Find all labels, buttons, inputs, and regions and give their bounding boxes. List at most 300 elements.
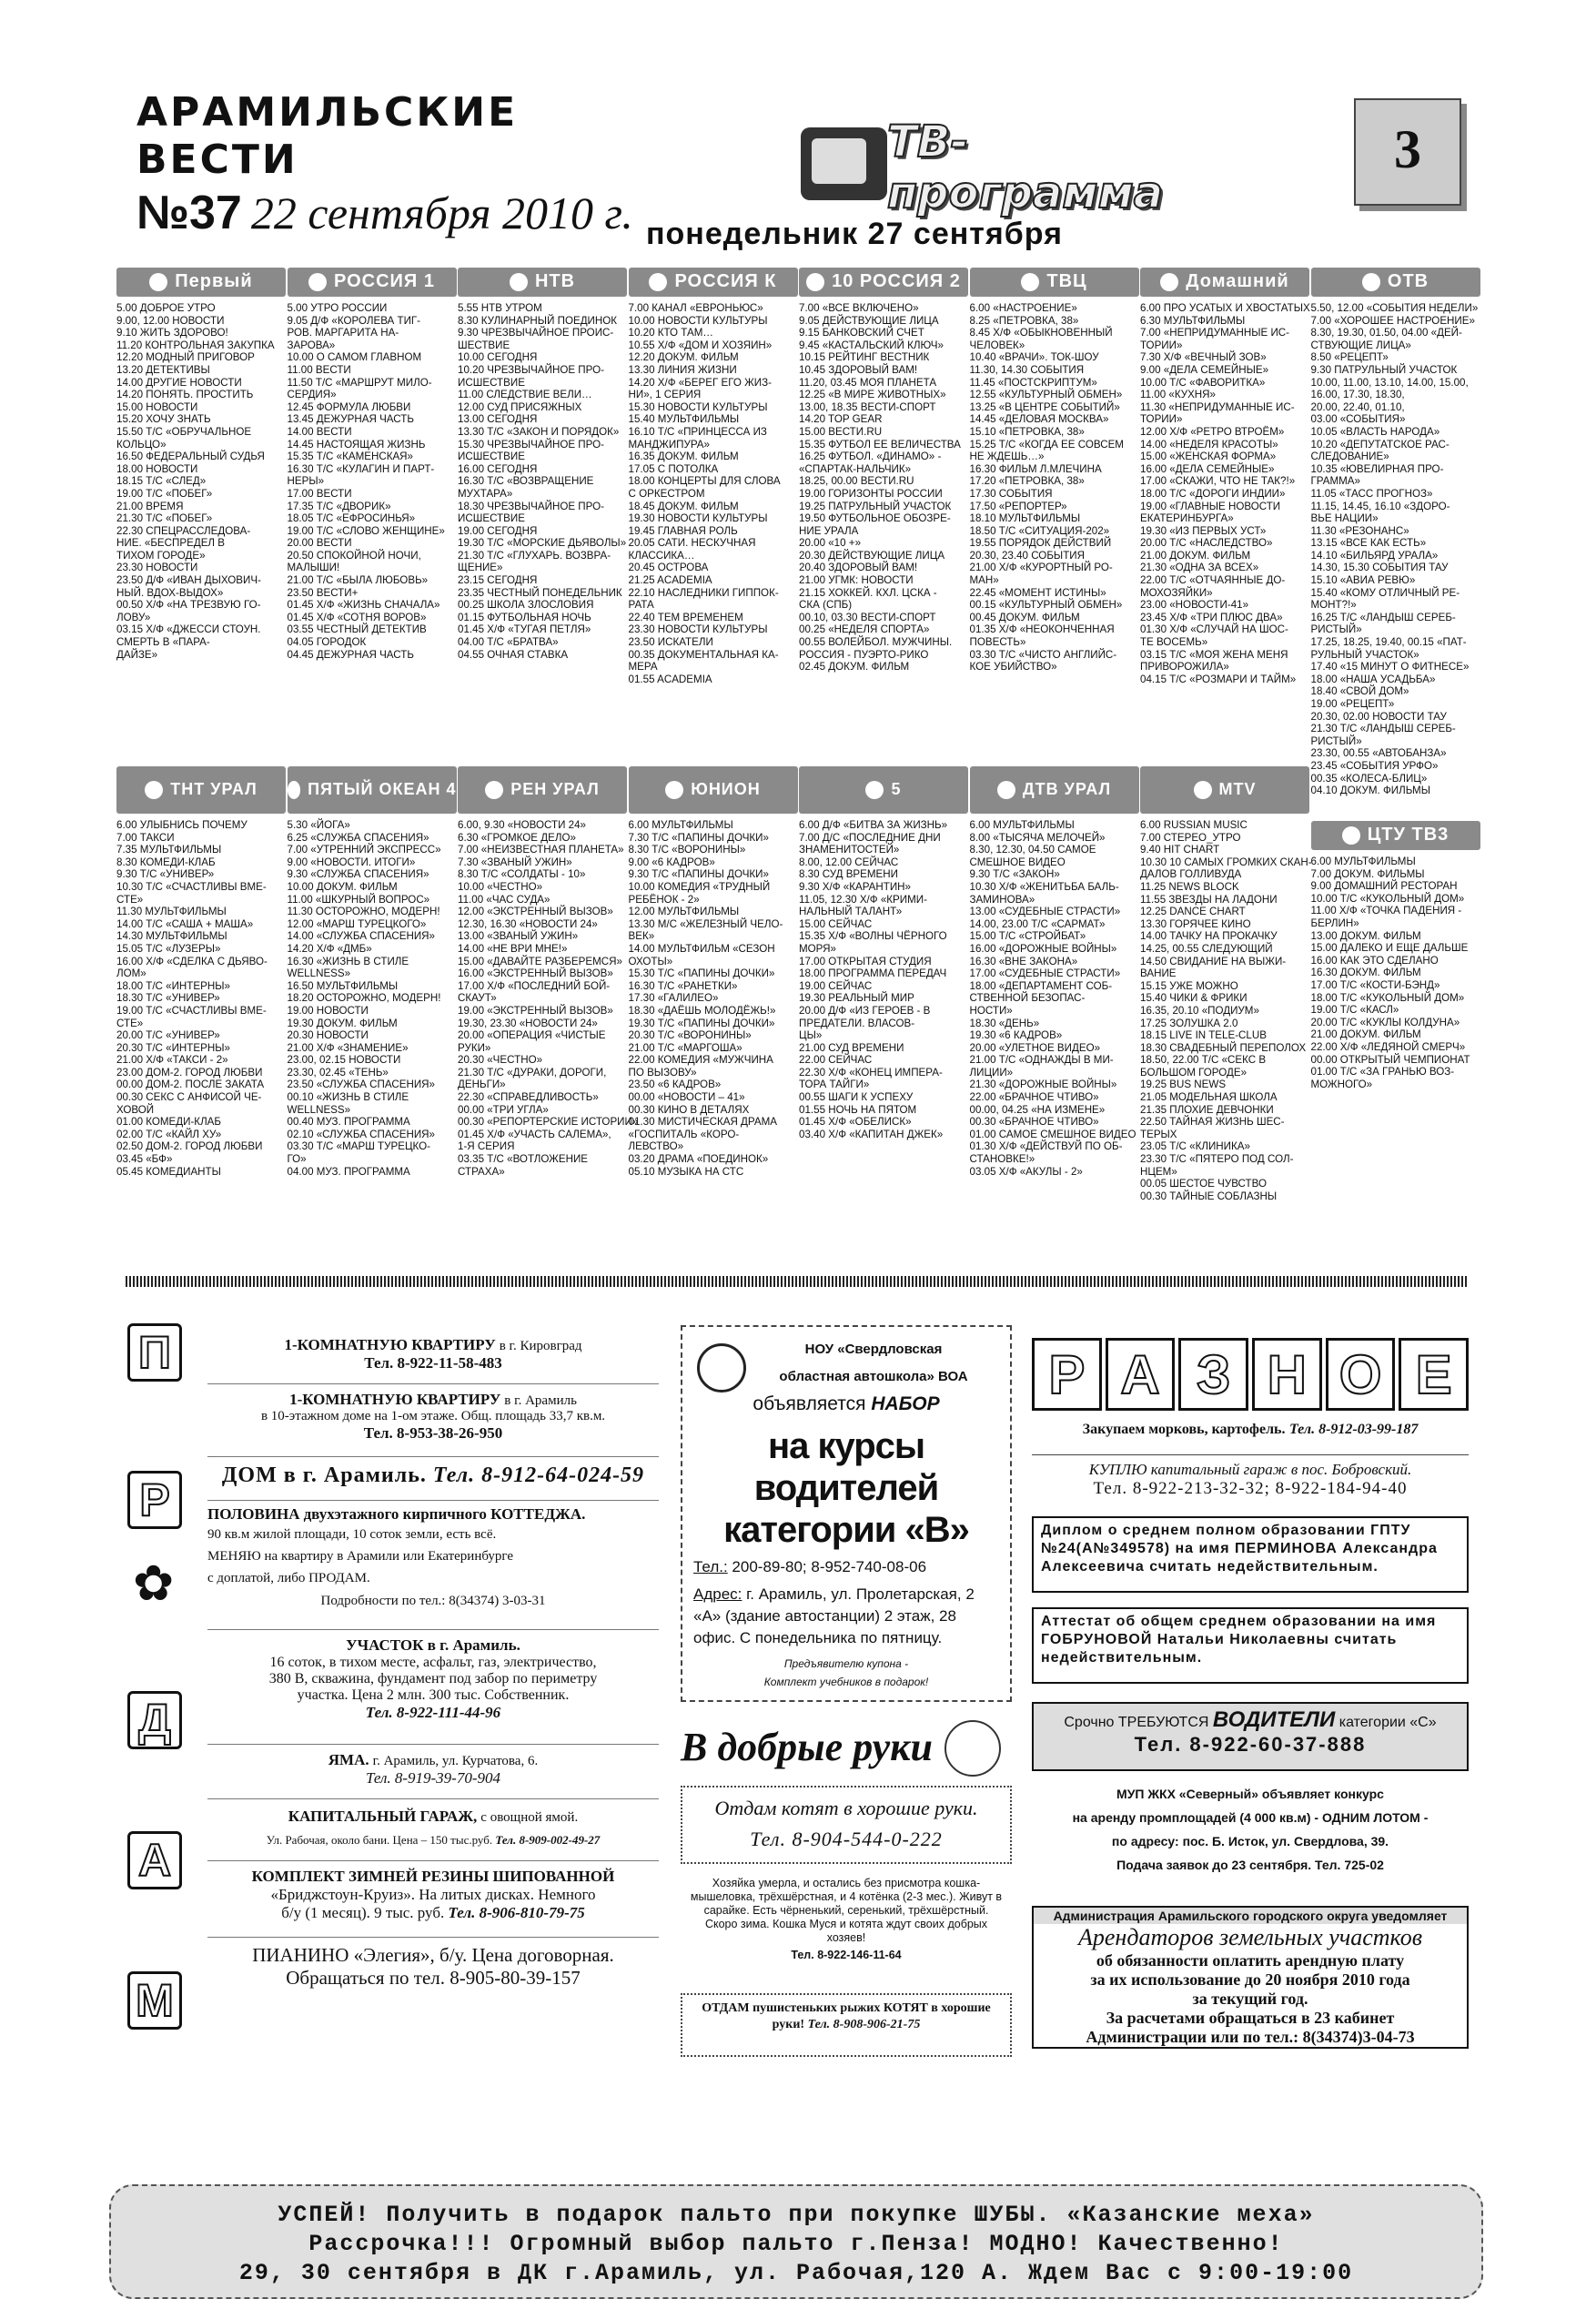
- school-org: областная автошкола» ВОА: [779, 1369, 968, 1384]
- program-line: ТОРИИ»: [1140, 339, 1183, 351]
- program-line: МОНТ?!»: [1310, 599, 1357, 612]
- channel-logo: [116, 268, 286, 297]
- channel-logo: [1311, 821, 1480, 850]
- kittens-section: [681, 1720, 1012, 2057]
- program-line: 9.30 Т/С «ЗАКОН»: [969, 868, 1060, 881]
- program-line: 19.00 «ГЛАВНЫЕ НОВОСТИ: [1140, 500, 1281, 512]
- program-line: СТАНОВКЕ!»: [969, 1153, 1035, 1166]
- program-line: 10.20 «ДЕПУТАТСКОЕ РАС-: [1310, 438, 1450, 451]
- channel-icon: [649, 273, 667, 291]
- channel-name: ОТВ: [1387, 271, 1429, 292]
- program-line: 16.00 СЕГОДНЯ: [458, 462, 538, 475]
- program-line: 11.55 ЗВЕЗДЫ НА ЛАДОНИ: [1140, 893, 1278, 906]
- program-line: 00.00, 04.25 «НА ИЗМЕНЕ»: [969, 1103, 1106, 1116]
- program-line: 7.00 ДОКУМ. ФИЛЬМЫ: [1310, 867, 1425, 880]
- issue-line: [136, 184, 664, 242]
- program-line: 15.40 «КОМУ ОТЛИЧНЫЙ РЕ-: [1310, 586, 1460, 599]
- channel-block: [458, 766, 639, 1178]
- program-line: 19.00 «РЕЦЕПТ»: [1310, 698, 1395, 710]
- program-line: 9.05 ДЕЙСТВУЮЩИЕ ЛИЦА: [799, 314, 939, 327]
- program-line: 6.30 МУЛЬТФИЛЬМЫ: [1140, 314, 1246, 327]
- program-line: 1-Я СЕРИЯ: [458, 1140, 515, 1153]
- program-line: 7.00 «НЕПРИДУМАННЫЕ ИС-: [1140, 327, 1290, 339]
- program-line: СМЕШНОЕ ВИДЕО: [969, 856, 1066, 868]
- program-line: 00.45 ДОКУМ. ФИЛЬМ: [969, 611, 1080, 623]
- program-line: ГО»: [287, 1153, 307, 1166]
- program-line: 9.30 Т/С «УНИВЕР»: [116, 868, 215, 881]
- program-line: 9.30 ПАТРУЛЬНЫЙ УЧАСТОК: [1310, 363, 1458, 376]
- channel-icon: [1342, 826, 1360, 845]
- program-line: 11.30, 14.30 СОБЫТИЯ: [969, 363, 1085, 376]
- program-line: 14.00 ТАЧКУ НА ПРОКАЧКУ: [1140, 930, 1278, 943]
- ad-apartment-aramil: 1-КОМНАТНУЮ КВАРТИРУ в г. Арамиль в 10-этажном доме на 1-ом этаже. Общ. площадь 33,7 кв.м. Тел. 8-953-38-26-950: [260, 1391, 606, 1442]
- ad-separator: [207, 1383, 659, 1384]
- program-line: 23.35 ЧЕСТНЫЙ ПОНЕДЕЛЬНИК: [458, 586, 622, 599]
- day-heading: понедельник 27 сентября: [646, 217, 1063, 251]
- raznoe-letter: О: [1326, 1338, 1396, 1411]
- program-line: 11.00 СЛЕДСТВИЕ ВЕЛИ…: [458, 389, 592, 401]
- ad-separator: [207, 1500, 659, 1501]
- program-line: 16.50 ФЕДЕРАЛЬНЫЙ СУДЬЯ: [116, 451, 265, 463]
- program-line: 04.10 ДОКУМ. ФИЛЬМЫ: [1310, 785, 1430, 797]
- page-number: 3: [1394, 119, 1421, 179]
- program-line: 14.20 ПОНЯТЬ. ПРОСТИТЬ: [116, 389, 254, 401]
- program-line: 23.50 Д/Ф «ИВАН ДЫХОВИЧ-: [116, 574, 261, 587]
- program-line: 01.30 Х/Ф «ДЕЙСТВУЙ ПО ОБ-: [969, 1140, 1123, 1153]
- program-line: 04.00 МУЗ. ПРОГРАММА: [287, 1165, 410, 1178]
- program-line: 23.00 «НОВОСТИ-41»: [1140, 599, 1249, 612]
- channel-name: ЦТУ ТВ3: [1367, 825, 1450, 846]
- program-line: ЛОВУ»: [116, 611, 151, 623]
- program-line: 15.20 ХОЧУ ЗНАТЬ: [116, 413, 211, 426]
- program-line: 23.30 НОВОСТИ КУЛЬТУРЫ: [628, 623, 768, 636]
- program-line: РЕБЁНОК - 2»: [628, 893, 700, 906]
- program-line: 00.35 ДОКУМЕНТАЛЬНАЯ КА-: [628, 648, 779, 661]
- program-line: 20.40 ЗДОРОВЫЙ ВАМ!: [799, 562, 918, 574]
- program-line: ВЕК»: [628, 930, 655, 943]
- program-line: 16.30 ДОКУМ. ФИЛЬМ: [1310, 967, 1421, 979]
- program-line: 7.00 «ВСЕ ВКЛЮЧЕНО»: [799, 302, 919, 314]
- program-line: 19.45 ГЛАВНАЯ РОЛЬ: [628, 524, 738, 537]
- program-line: 00.30 СЕКС С АНФИСОЙ ЧЕ-: [116, 1091, 262, 1104]
- program-line: 12.25 DANCE CHART: [1140, 906, 1246, 918]
- program-line: 5.00 УТРО РОССИИ: [287, 302, 388, 314]
- kittens-offer-2: Хозяйка умерла, и остались без присмотра кошка-мышеловка, трёхшёрстная, и 4 котёнка (2-3 мес.). Живут в сарайке. Есть чёрненький, серенький, трёхшёрстный. Скоро зима. Кошка Муся и котята ждут своих добрых хозяев! Тел. 8-922-146-11-64: [690, 1877, 1003, 1961]
- program-line: 20.00 Т/С «КУКЛЫ КОЛДУНА»: [1310, 1016, 1460, 1028]
- program-line: 10.45 ЗДОРОВЫЙ ВАМ!: [799, 363, 918, 376]
- program-line: 15.30 НОВОСТИ КУЛЬТУРЫ: [628, 400, 768, 413]
- program-line: СТВЕННОЙ БЕЗОПАС-: [969, 992, 1086, 1005]
- program-line: 7.30 Т/С «ПАПИНЫ ДОЧКИ»: [628, 831, 769, 844]
- program-line: 10.00 КОМЕДИЯ «ТРУДНЫЙ: [628, 880, 771, 893]
- program-line: 16.00 Х/Ф «СДЕЛКА С ДЬЯВО-: [116, 955, 268, 967]
- program-line: 12.00 «МАРШ ТУРЕЦКОГО»: [287, 917, 427, 930]
- program-line: 17.40 «15 МИНУТ О ФИТНЕСЕ»: [1310, 661, 1470, 673]
- program-line: 04.55 ОЧНАЯ СТАВКА: [458, 648, 569, 661]
- program-line: 12.00 МУЛЬТФИЛЬМЫ: [628, 906, 740, 918]
- ad-buy-vegetables: Закупаем морковь, картофель. Тел. 8-912-03-99-187: [1082, 1422, 1419, 1437]
- program-line: 02.50 ДОМ-2. ГОРОД ЛЮБВИ: [116, 1140, 263, 1153]
- program-line: 14.50 СВИДАНИЕ НА ВЫЖИ-: [1140, 955, 1287, 967]
- tv-column: [970, 268, 1139, 1267]
- program-line: 19.30 РЕАЛЬНЫЙ МИР: [799, 992, 914, 1005]
- program-line: 10.30 Т/С «СЧАСТЛИВЫ ВМЕ-: [116, 880, 267, 893]
- channel-block: [629, 268, 798, 685]
- channel-name: 5: [891, 780, 902, 799]
- program-line: НОСТИ»: [969, 1004, 1013, 1017]
- program-line: «ГОСПИТАЛЬ «КОРО-: [628, 1128, 740, 1140]
- program-line: ИСШЕСТВИЕ: [458, 376, 525, 389]
- program-line: НЫЙ. ВДОХ-ВЫДОХ»: [116, 586, 224, 599]
- program-line: 00.10 «ЖИЗНЬ В СТИЛЕ: [287, 1091, 409, 1104]
- program-line: 10.00 СЕГОДНЯ: [458, 351, 538, 364]
- tv-column: [799, 268, 968, 1267]
- program-line: МАНДЖИПУРА»: [628, 438, 710, 451]
- program-line: 22.00 Х/Ф «ЛЕДЯНОЙ СМЕРЧ»: [1310, 1040, 1466, 1053]
- program-line: 21.00 Т/С «МАРГОША»: [628, 1041, 742, 1054]
- program-line: ЛИЦИИ»: [969, 1066, 1014, 1079]
- program-line: 21.30 Т/С «ГЛУХАРЬ. ВОЗВРА-: [458, 549, 611, 562]
- ad-separator: [207, 1456, 659, 1457]
- program-line: 10.00 Т/С «КУКОЛЬНЫЙ ДОМ»: [1310, 892, 1465, 905]
- program-line: 17.00 «СКАЖИ, ЧТО НЕ ТАК?!»: [1140, 475, 1296, 488]
- program-line: 19.00 «ЭКСТРЕННЫЙ ВЫЗОВ»: [458, 1004, 613, 1017]
- program-line: 11.00 «ШКУРНЫЙ ВОПРОС»: [287, 893, 430, 906]
- tv-column: [116, 268, 286, 1267]
- program-line: 18.00 ПРОГРАММА ПЕРЕДАЧ: [799, 967, 947, 980]
- program-line: 00.10, 03.30 ВЕСТИ-СПОРТ: [799, 611, 936, 623]
- program-line: 12.30, 16.30 «НОВОСТИ 24»: [458, 917, 598, 930]
- channel-block: [288, 766, 457, 1178]
- program-line: 16.35, 20.10 «ПОДИУМ»: [1140, 1004, 1259, 1017]
- channel-logo: [288, 268, 457, 297]
- program-line: 01.45 Х/Ф «ТУГАЯ ПЕТЛЯ»: [458, 623, 591, 636]
- channel-logo: [1311, 268, 1480, 297]
- program-line: 03.15 Х/Ф «ДЖЕССИ СТОУН.: [116, 623, 261, 636]
- program-line: 21.15 ХОККЕЙ. КХЛ. ЦСКА -: [799, 586, 937, 599]
- program-line: БЕРЛИН»: [1310, 917, 1359, 929]
- program-line: 21.30 Т/С «ЛАНДЫШ СЕРЕБ-: [1310, 723, 1456, 735]
- program-line: 01.00 КОМЕДИ-КЛАБ: [116, 1116, 222, 1129]
- program-line: 20.00 «ОПЕРАЦИЯ «ЧИСТЫЕ: [458, 1029, 606, 1042]
- program-line: 13.30 М/С «ЖЕЛЕЗНЫЙ ЧЕЛО-: [628, 917, 783, 930]
- program-line: 23.15 СЕГОДНЯ: [458, 574, 538, 587]
- program-line: 00.00 «НОВОСТИ – 41»: [628, 1091, 745, 1104]
- program-line: 15.00 Т/С «СТРОЙБАТ»: [969, 930, 1086, 943]
- program-line: 15.00 ВЕСТИ.RU: [799, 425, 883, 438]
- program-line: 13.15 «ВСЕ КАК ЕСТЬ»: [1310, 537, 1427, 550]
- program-line: 20.30 Т/С «ВОРОНИНЫ»: [628, 1029, 752, 1042]
- program-line: МАЛЫШИ!: [287, 562, 340, 574]
- program-line: 20.30 «ЧЕСТНО»: [458, 1054, 543, 1067]
- program-line: КОЕ УБИЙСТВО»: [969, 661, 1057, 673]
- school-phone: Тел.: 200-89-80; 8-952-740-08-06: [693, 1558, 927, 1575]
- program-line: 8.50 «РЕЦЕПТ»: [1310, 351, 1389, 364]
- issue-number: №37: [136, 187, 242, 239]
- channel-logo: [1140, 766, 1309, 814]
- program-line: 21.00 ДОКУМ. ФИЛЬМ: [1310, 1028, 1421, 1041]
- program-line: 00.55 ВОЛЕЙБОЛ. МУЖЧИНЫ.: [799, 636, 953, 649]
- program-line: 10.30 Х/Ф «ЖЕНИТЬБА БАЛЬ-: [969, 880, 1119, 893]
- channel-icon: [288, 781, 301, 799]
- program-line: 03.30 Т/С «МАРШ ТУРЕЦКО-: [287, 1140, 431, 1153]
- program-line: 11.50 Т/С «МАРШРУТ МИЛО-: [287, 376, 432, 389]
- program-line: 7.00 Д/С «ПОСЛЕДНИЕ ДНИ: [799, 831, 941, 844]
- program-line: 11.25 NEWS BLOCK: [1140, 880, 1239, 893]
- program-line: 22.30 «СПРАВЕДЛИВОСТЬ»: [458, 1091, 599, 1104]
- channel-icon: [1160, 273, 1178, 291]
- program-line: 19.30 НОВОСТИ КУЛЬТУРЫ: [628, 512, 768, 525]
- program-line: 9.45 «КАСТАЛЬСКИЙ КЛЮЧ»: [799, 339, 944, 351]
- program-line: 20.45 ОСТРОВА: [628, 562, 709, 574]
- program-line: 10.00 Т/С «ФАВОРИТКА»: [1140, 376, 1266, 389]
- program-line: 00.55 ШАГИ К УСПЕХУ: [799, 1091, 914, 1104]
- program-line: 15.35 Х/Ф «ВОЛНЫ ЧЁРНОГО: [799, 930, 947, 943]
- channel-block: [970, 766, 1139, 1178]
- channel-block: [1140, 268, 1309, 685]
- program-line: 14.45 НАСТОЯЩАЯ ЖИЗНЬ: [287, 438, 426, 451]
- channel-logo: [288, 766, 457, 814]
- program-line: 9.00 «ДЕЛА СЕМЕЙНЫЕ»: [1140, 363, 1269, 376]
- program-line: 15.35 ФУТБОЛ ЕЕ ВЕЛИЧЕСТВА: [799, 438, 961, 451]
- program-line: 10.00 НОВОСТИ КУЛЬТУРЫ: [628, 314, 768, 327]
- program-line: БОЛЬШОМ ГОРОДЕ»: [1140, 1066, 1248, 1079]
- program-line: СЕРДИЯ»: [287, 389, 337, 401]
- program-line: ТЕРЫХ: [1140, 1128, 1177, 1140]
- program-line: 18.20 ОСТОРОЖНО, МОДЕРН!: [287, 992, 441, 1005]
- program-line: 22.10 НАСЛЕДНИКИ ГИППОК-: [628, 586, 779, 599]
- program-line: 7.30 Х/Ф «ВЕЧНЫЙ ЗОВ»: [1140, 351, 1267, 364]
- program-line: 14.30 МУЛЬТФИЛЬМЫ: [116, 930, 227, 943]
- channel-block: [629, 766, 798, 1178]
- program-line: 11.05, 12.30 Х/Ф «КРИМИ-: [799, 893, 927, 906]
- fur-sale-banner: УСПЕЙ! Получить в подарок пальто при покупке ШУБЫ. «Казанские меха» Рассрочка!!! Огромный выбор пальто г.Пенза! МОДНО! Качественно! 29, 30 сентября в ДК г.Арамиль, ул. Рабочая,120 А. Ждем Вас с 9:00-19:00: [109, 2184, 1483, 2299]
- ad-winter-tires: КОМПЛЕКТ ЗИМНЕЙ РЕЗИНЫ ШИПОВАННОЙ «Бриджстоун-Круиз». На литых дисках. Немного б/у (1 месяц). 9 тыс. руб. Тел. 8-906-810-79-75: [251, 1868, 615, 1921]
- program-line: 04.05 ГОРОДОК: [287, 636, 367, 649]
- program-line: 11.30 МУЛЬТФИЛЬМЫ: [116, 906, 227, 918]
- prodam-letter: Р: [127, 1471, 182, 1529]
- program-line: 19.25 BUS NEWS: [1140, 1079, 1227, 1091]
- program-line: 9.40 HIT CHART: [1140, 844, 1220, 856]
- program-line: 12.45 ФОРМУЛА ЛЮБВИ: [287, 400, 411, 413]
- program-line: 00.35 «КОЛЕСА-БЛИЦ»: [1310, 772, 1428, 785]
- program-line: ИСШЕСТВИЕ: [458, 512, 525, 525]
- program-line: 22.30 Х/Ф «КОНЕЦ ИМПЕРА-: [799, 1066, 943, 1079]
- program-line: 20.30, 02.00 НОВОСТИ ТАУ: [1310, 710, 1447, 723]
- channel-name: ЮНИОН: [691, 780, 761, 799]
- tv-program-label: ТВ-программа: [887, 116, 1164, 218]
- program-line: ЕКАТЕРИНБУРГА»: [1140, 512, 1234, 525]
- program-line: 8.30 КОМЕДИ-КЛАБ: [116, 856, 216, 868]
- channel-block: [799, 766, 968, 1140]
- program-line: 10.30 10 САМЫХ ГРОМКИХ СКАН-: [1140, 856, 1312, 868]
- prodam-vertical-title: [127, 1311, 189, 2173]
- program-line: 15.10 «ПЕТРОВКА, 38»: [969, 425, 1085, 438]
- program-line: 8.30 Т/С «СОЛДАТЫ - 10»: [458, 868, 586, 881]
- channel-logo: [970, 268, 1139, 297]
- program-line: 21.00 Т/С «БЫЛА ЛЮБОВЬ»: [287, 574, 429, 587]
- program-line: 18.15 Т/С «СЛЕД»: [116, 475, 207, 488]
- program-line: 13.00, 18.35 ВЕСТИ-СПОРТ: [799, 400, 936, 413]
- program-line: 01.00 Т/С «ЗА ГРАНЬЮ ВОЗ-: [1310, 1066, 1455, 1079]
- program-line: ВЬЕ НАЦИИ»: [1310, 512, 1379, 525]
- program-line: 16.30 ФИЛЬМ Л.МЛЕЧИНА: [969, 462, 1102, 475]
- lost-certificate-notice: Аттестат об общем среднем образовании на имя ГОБРУНОВОЙ Натальи Николаевны считать недействительным.: [1032, 1607, 1469, 1684]
- program-line: 00.00 «ТРИ УГЛА»: [458, 1103, 549, 1116]
- program-line: 19.30, 23.30 «НОВОСТИ 24»: [458, 1017, 598, 1029]
- kitten-icon: [944, 1720, 1001, 1777]
- school-address: Адрес: г. Арамиль, ул. Пролетарская, 2 «А» (здание автостанции) 2 этаж, 28 офис. С понедельника по пятницу.: [693, 1585, 975, 1646]
- program-line: 15.00 ДАЛЕКО И ЕЩЕ ДАЛЬШЕ: [1310, 942, 1469, 955]
- program-line: 7.00 «НЕИЗВЕСТНАЯ ПЛАНЕТА»: [458, 844, 624, 856]
- program-line: 5.50, 12.00 «СОБЫТИЯ НЕДЕЛИ»: [1310, 302, 1479, 314]
- program-line: 00.05 ШЕСТОЕ ЧУВСТВО: [1140, 1178, 1267, 1190]
- program-line: 6.00 МУЛЬТФИЛЬМЫ: [969, 819, 1075, 831]
- program-line: СЛЕДОВАНИЕ»: [1310, 451, 1389, 463]
- raznoe-letter: А: [1106, 1338, 1176, 1411]
- program-line: 16.30 Т/С «ВОЗВРАЩЕНИЕ: [458, 475, 594, 488]
- program-line: 15.50 Т/С «ОБРУЧАЛЬНОЕ: [116, 425, 252, 438]
- channel-name: ТВЦ: [1046, 271, 1087, 292]
- channel-icon: [1362, 273, 1380, 291]
- channel-block: [970, 268, 1139, 673]
- program-line: ПРИВОРОЖИЛА»: [1140, 661, 1229, 673]
- program-line: 8.30 Т/С «ВОРОНИНЫ»: [628, 844, 746, 856]
- ad-separator: [207, 1629, 659, 1630]
- program-line: МОРЯ»: [799, 942, 836, 955]
- program-line: 16.00 «ДОРОЖНЫЕ ВОЙНЫ»: [969, 942, 1117, 955]
- channel-name: РЕН УРАЛ: [510, 780, 600, 799]
- program-line: 15.30 ЧРЕЗВЫЧАЙНОЕ ПРО-: [458, 438, 604, 451]
- program-line: 12.20 ДОКУМ. ФИЛЬМ: [628, 351, 739, 364]
- program-line: 13.30 ГОРЯЧЕЕ КИНО: [1140, 917, 1251, 930]
- program-line: 17.30 СОБЫТИЯ: [969, 487, 1053, 500]
- program-line: 18.30 «ДАЁШЬ МОЛОДЁЖЬ!»: [628, 1004, 776, 1017]
- program-line: 17.00 ОТКРЫТАЯ СТУДИЯ: [799, 955, 932, 967]
- program-line: МУХТАРА»: [458, 487, 513, 500]
- program-line: 21.00 Х/Ф «КУРОРТНЫЙ РО-: [969, 562, 1113, 574]
- program-line: 13.30 ЛИНИЯ ЖИЗНИ: [628, 363, 737, 376]
- program-line: 19.00 СЕГОДНЯ: [458, 524, 538, 537]
- program-line: ЗАМИНОВА»: [969, 893, 1035, 906]
- program-line: 16.30 Т/С «КУЛАГИН И ПАРТ-: [287, 462, 435, 475]
- program-line: 22.00 «БРАЧНОЕ ЧТИВО»: [969, 1091, 1099, 1104]
- tv-set-icon: [801, 127, 887, 200]
- flower-icon: ✿: [133, 1556, 175, 1611]
- program-line: 20.30 НОВОСТИ: [287, 1029, 369, 1042]
- program-line: НЦЕМ»: [1140, 1165, 1177, 1178]
- prodam-letter: Д: [127, 1691, 182, 1749]
- program-line: 21.30 «ДОРОЖНЫЕ ВОЙНЫ»: [969, 1079, 1117, 1091]
- program-line: 22.30 СПЕЦРАССЛЕДОВА-: [116, 524, 251, 537]
- program-line: СТЕ»: [116, 1017, 144, 1029]
- program-line: 14.10 «БИЛЬЯРД УРАЛА»: [1310, 549, 1439, 562]
- program-line: 14.45 «ДЕЛОВАЯ МОСКВА»: [969, 413, 1109, 426]
- raznoe-letter: Н: [1252, 1338, 1322, 1411]
- program-line: 19.00 Т/С «СЛОВО ЖЕНЩИНЕ»: [287, 524, 445, 537]
- driving-school-ad: [681, 1325, 1012, 1702]
- program-line: 01.30 МИСТИЧЕСКАЯ ДРАМА: [628, 1116, 777, 1129]
- program-line: 16.00 «ДЕЛА СЕМЕЙНЫЕ»: [1140, 462, 1275, 475]
- program-line: 01.30 Х/Ф «СЛУЧАЙ НА ШОС-: [1140, 623, 1288, 636]
- program-line: 18.00 Т/С «КУКОЛЬНЫЙ ДОМ»: [1310, 991, 1465, 1004]
- program-line: 18.25, 00.00 ВЕСТИ.RU: [799, 475, 914, 488]
- program-line: ТЕ ВОСЕМЬ»: [1140, 636, 1208, 649]
- program-line: 11.00 «КУХНЯ»: [1140, 389, 1216, 401]
- program-line: НАЛЬНЫЙ ТАЛАНТ»: [799, 906, 903, 918]
- program-line: 21.30 Т/С «ПОБЕГ»: [116, 512, 213, 525]
- program-line: 7.00 ТАКСИ: [116, 831, 175, 844]
- channel-logo: [629, 268, 798, 297]
- program-line: 7.35 МУЛЬТФИЛЬМЫ: [116, 844, 222, 856]
- program-line: 23.30, 02.45 «ТЕНЬ»: [287, 1066, 389, 1079]
- program-line: 15.00 «ДАВАЙТЕ РАЗБЕРЕМСЯ»: [458, 955, 622, 967]
- program-line: 16.00, 17.30, 18.30,: [1310, 389, 1405, 401]
- program-line: ЛЕВСТВО»: [628, 1140, 684, 1153]
- program-line: 20.05 САТИ. НЕСКУЧНАЯ: [628, 537, 756, 550]
- program-line: 10.00 «ЧЕСТНО»: [458, 880, 543, 893]
- program-line: 17.20 «ПЕТРОВКА, 38»: [969, 475, 1085, 488]
- program-line: 10.15 РЕЙТИНГ ВЕСТНИК: [799, 351, 930, 364]
- channel-block: [116, 268, 286, 661]
- program-line: 13.00 ДОКУМ. ФИЛЬМ: [1310, 929, 1421, 942]
- channel-icon: [865, 781, 884, 799]
- program-line: НИЕ УРАЛА: [799, 524, 859, 537]
- tv-schedule-grid: [116, 268, 1480, 1267]
- program-line: 14.20 Х/Ф «БЕРЕГ ЕГО ЖИЗ-: [628, 376, 772, 389]
- program-line: 13.30 Т/С «ЗАКОН И ПОРЯДОК»: [458, 425, 620, 438]
- tv-column: [629, 268, 798, 1267]
- prodam-letter: М: [127, 1971, 182, 2030]
- program-line: 11.45 «ПОСТСКРИПТУМ»: [969, 376, 1097, 389]
- program-line: 19.00 Т/С «СЧАСТЛИВЫ ВМЕ-: [116, 1004, 267, 1017]
- lost-diploma-notice: Диплом о среднем полном образовании ГПТУ №24(А№349578) на имя ПЕРМИНОВА Александра Алексеевича считать недействительным.: [1032, 1516, 1469, 1593]
- program-line: 20.50 СПОКОЙНОЙ НОЧИ,: [287, 549, 421, 562]
- channel-block: [288, 268, 457, 661]
- program-line: 17.50 «РЕПОРТЕР»: [969, 500, 1067, 512]
- channel-logo: [458, 766, 627, 814]
- program-line: 14.20 Х/Ф «ДМБ»: [287, 942, 372, 955]
- program-line: 6.25 «СЛУЖБА СПАСЕНИЯ»: [287, 831, 429, 844]
- program-line: 00.00 ОТКРЫТЫЙ ЧЕМПИОНАТ: [1310, 1053, 1470, 1066]
- program-line: 12.55 «КУЛЬТУРНЫЙ ОБМЕН»: [969, 389, 1123, 401]
- program-line: 17.25 ЗОЛУШКА 2.0: [1140, 1017, 1238, 1029]
- program-line: 20.00 Т/С «УНИВЕР»: [116, 1029, 220, 1042]
- program-line: 01.15 ФУТБОЛЬНАЯ НОЧЬ: [458, 611, 591, 623]
- program-line: 04.45 ДЕЖУРНАЯ ЧАСТЬ: [287, 648, 414, 661]
- program-line: 19.55 ПОРЯДОК ДЕЙСТВИЙ: [969, 537, 1112, 550]
- program-line: ВАНИЕ: [1140, 967, 1177, 980]
- program-line: 14.00 «НЕ ВРИ МНЕ!»: [458, 942, 568, 955]
- program-line: 23.30, 00.55 «АВТОБАНЗА»: [1310, 747, 1447, 760]
- program-line: 23.00 ДОМ-2. ГОРОД ЛЮБВИ: [116, 1066, 263, 1079]
- program-line: 9.30 Т/С «ПАПИНЫ ДОЧКИ»: [628, 868, 769, 881]
- program-line: 9.30 «СЛУЖБА СПАСЕНИЯ»: [287, 868, 429, 881]
- ad-pit: ЯМА. г. Арамиль, ул. Курчатова, 6. Тел. 8-919-39-70-904: [328, 1751, 539, 1787]
- program-line: 21.00 ВРЕМЯ: [116, 500, 184, 512]
- program-line: 21.00 УГМК: НОВОСТИ: [799, 574, 914, 587]
- program-line: 7.00 СТЕРЕО_УТРО: [1140, 831, 1241, 844]
- dotted-divider: [126, 1276, 1469, 1287]
- channel-block: [1311, 821, 1480, 1090]
- program-line: 18.40 «СВОЙ ДОМ»: [1310, 685, 1409, 698]
- program-line: 18.00 «ДЕПАРТАМЕНТ СОБ-: [969, 979, 1113, 992]
- program-line: 03.20 ДРАМА «ПОЕДИНОК»: [628, 1153, 769, 1166]
- program-line: НИЕ. «БЕСПРЕДЕЛ В: [116, 537, 225, 550]
- program-line: 19.30 Т/С «МОРСКИЕ ДЬЯВОЛЫ»: [458, 537, 627, 550]
- program-line: 19.30 «6 КАДРОВ»: [969, 1029, 1063, 1042]
- program-line: 9.10 ЖИТЬ ЗДОРОВО!: [116, 327, 228, 339]
